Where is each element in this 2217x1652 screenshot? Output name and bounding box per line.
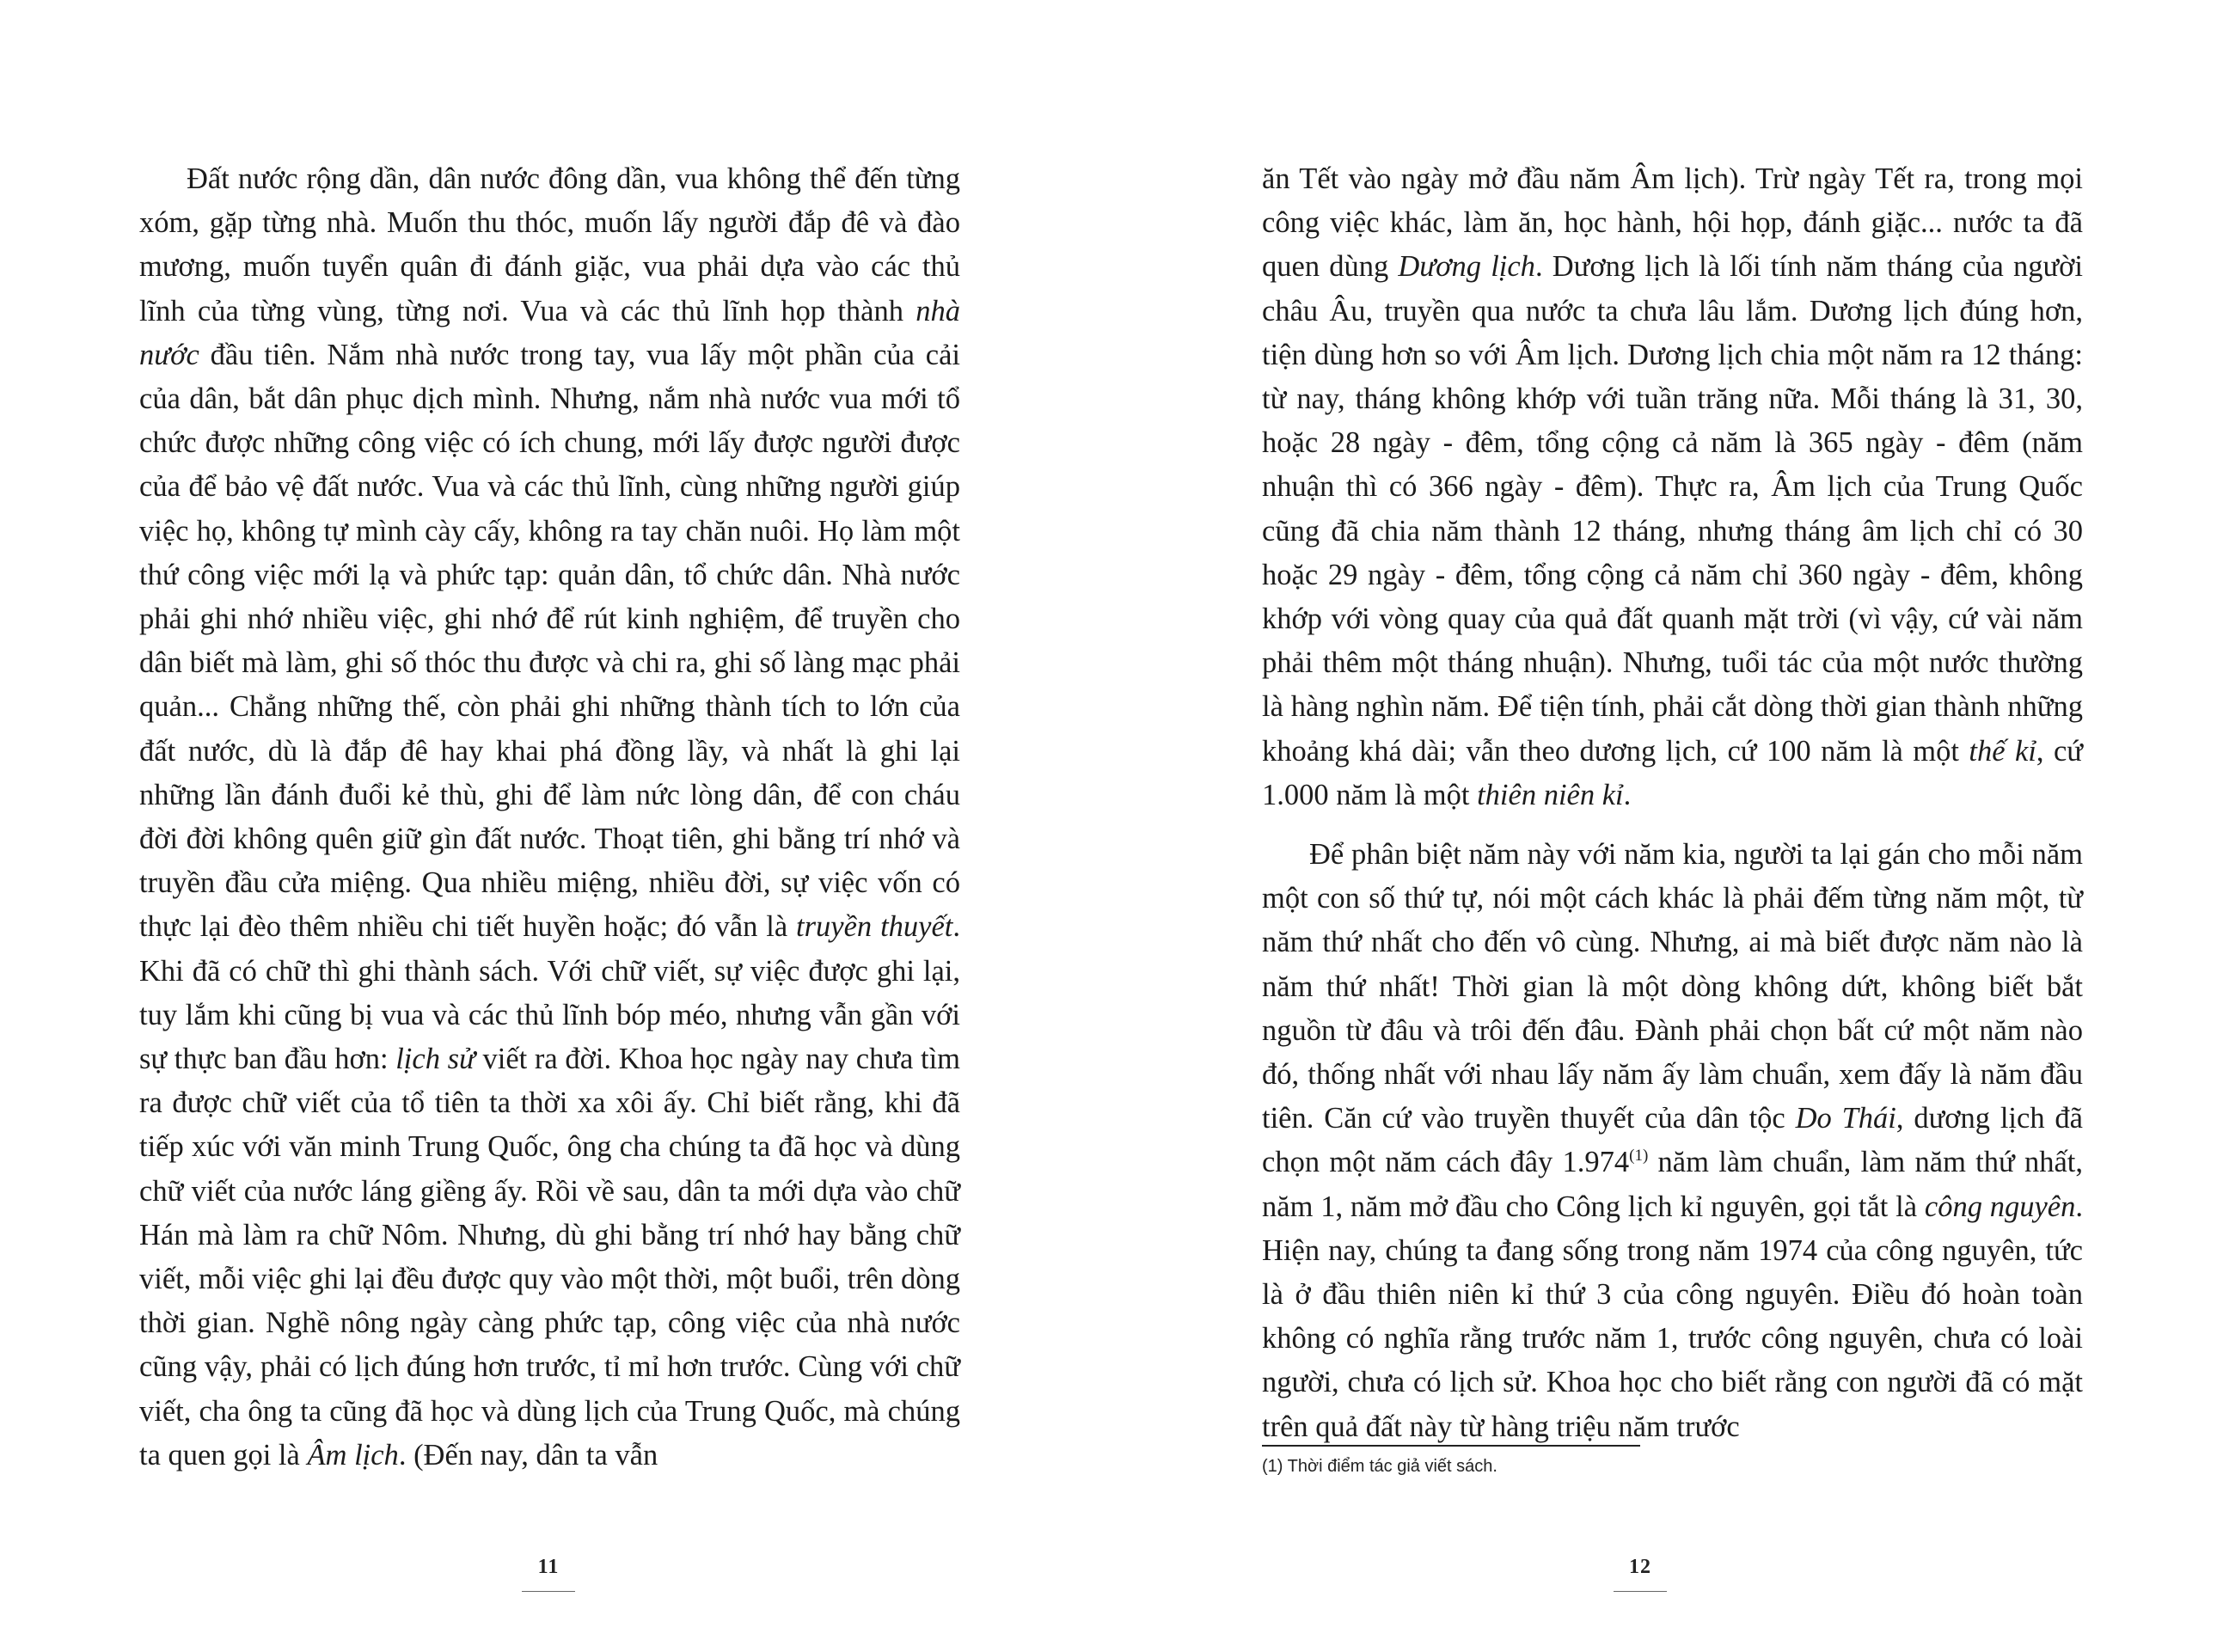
italic-term: nhà nước xyxy=(139,294,960,371)
page-number-rule xyxy=(1614,1591,1667,1592)
italic-term: truyền thuyết xyxy=(796,910,953,944)
right-page-body xyxy=(1262,157,2083,1449)
footnote-divider xyxy=(1262,1445,1640,1447)
paragraph-text: . (Đến nay, dân ta vẫn xyxy=(398,1438,658,1472)
footnote-reference[interactable]: (1) xyxy=(1629,1147,1649,1166)
italic-term: Dương lịch xyxy=(1398,250,1535,284)
paragraph-text: viết ra đời. Khoa học ngày nay chưa tìm ra được chữ viết của tổ tiên ta thời xa xôi ấy. Chỉ biết rằng, khi đã tiếp xúc với văn minh Trung Quốc, ông cha chúng ta đã học và dùng chữ viết của nước láng giềng ấy. Rồi về sau, dân ta mới dựa vào chữ Hán mà làm ra chữ Nôm. Nhưng, dù ghi bằng trí nhớ hay bằng chữ viết, mỗi việc ghi lại đều được quy vào một thời, một buổi, trên dòng thời gian. Nghề nông ngày càng phức tạp, công việc của nhà nước cũng vậy, phải có lịch đúng hơn trước, tỉ mỉ hơn trước. Cùng với chữ viết, cha ông ta cũng đã học và dùng lịch của Trung Quốc, mà chúng ta quen gọi là xyxy=(139,1043,960,1472)
italic-term: thế kỉ xyxy=(1969,734,2036,768)
body-paragraph xyxy=(1262,157,2083,817)
italic-term: lịch sử xyxy=(395,1043,475,1076)
paragraph-text: . Khi đã có chữ thì ghi thành sách. Với chữ viết, sự việc được ghi lại, tuy lắm khi cũng bị vua và các thủ lĩnh bóp méo, nhưng vẫn gần với sự thực ban đầu hơn: xyxy=(139,910,960,1076)
italic-term: Âm lịch xyxy=(307,1438,399,1472)
italic-term: Do Thái xyxy=(1795,1102,1896,1135)
italic-term: thiên niên kỉ xyxy=(1477,778,1624,811)
body-paragraph xyxy=(139,157,960,1478)
paragraph-text: . Dương lịch là lối tính năm tháng của người châu Âu, truyền qua nước ta chưa lâu lắm. Dương lịch đúng hơn, tiện dùng hơn so với Âm lịch. Dương lịch chia một năm ra 12 tháng: từ nay, tháng không khớp với tuần trăng nữa. Mỗi tháng là 31, 30, hoặc 28 ngày - đêm, tổng cộng cả năm là 365 ngày - đêm (năm nhuận thì có 366 ngày - đêm). Thực ra, Âm lịch của Trung Quốc cũng đã chia năm thành 12 tháng, nhưng tháng âm lịch chỉ có 30 hoặc 29 ngày - đêm, tổng cộng cả năm chỉ 360 ngày - đêm, không khớp với vòng quay của quả đất quanh mặt trời (vì vậy, cứ vài năm phải thêm một tháng nhuận). Nhưng, tuổi tác của một nước thường là hàng nghìn năm. Để tiện tính, phải cắt dòng thời gian thành những khoảng khá dài; vẫn theo dương lịch, cứ 100 năm là một xyxy=(1262,250,2083,768)
body-paragraph xyxy=(1262,833,2083,1449)
page-number-rule xyxy=(522,1591,575,1592)
right-page xyxy=(1109,0,2217,1652)
page-number: 11 xyxy=(537,1556,560,1578)
paragraph-text: ăn Tết vào ngày mở đầu năm Âm lịch). Trừ ngày Tết ra, trong mọi công việc khác, làm ăn, học hành, hội họp, đánh giặc... nước ta đã quen dùng xyxy=(1262,162,2083,284)
paragraph-text: , dương lịch đã chọn một năm cách đây 1.974 xyxy=(1262,1102,2083,1179)
paragraph-text: đầu tiên. Nắm nhà nước trong tay, vua lấy một phần của cải của dân, bắt dân phục dịch mình. Nhưng, nắm nhà nước vua mới tổ chức được những công việc có ích chung, mới lấy được người được của để bảo vệ đất nước. Vua và các thủ lĩnh, cùng những người giúp việc họ, không tự mình cày cấy, không ra tay chăn nuôi. Họ làm một thứ công việc mới lạ và phức tạp: quản dân, tổ chức dân. Nhà nước phải ghi nhớ nhiều việc, ghi nhớ để rút kinh nghiệm, để truyền cho dân biết mà làm, ghi số thóc thu được và chi ra, ghi số làng mạc phải quản... Chẳng những thế, còn phải ghi những thành tích to lớn của đất nước, dù là đắp đê hay khai phá đồng lầy, và nhất là ghi lại những lần đánh đuổi kẻ thù, ghi để làm nức lòng dân, để con cháu đời đời không quên giữ gìn đất nước. Thoạt tiên, ghi bằng trí nhớ và truyền đầu cửa miệng. Qua nhiều miệng, nhiều đời, sự việc vốn có thực lại đèo thêm nhiều chi tiết huyền hoặc; đó vẫn là xyxy=(139,338,960,944)
left-page-body xyxy=(139,157,960,1478)
page-number: 12 xyxy=(1629,1556,1651,1578)
paragraph-text: . xyxy=(1623,778,1632,811)
paragraph-text: . Hiện nay, chúng ta đang sống trong năm 1974 của công nguyên, tức là ở đầu thiên niên kỉ thứ 3 của công nguyên. Điều đó hoàn toàn không có nghĩa rằng trước năm 1, trước công nguyên, chưa có loài người, chưa có lịch sử. Khoa học cho biết rằng con người đã có mặt trên quả đất này từ hàng triệu năm trước xyxy=(1262,1190,2083,1443)
italic-term: công nguyên xyxy=(1924,1190,2076,1223)
paragraph-text: Đất nước rộng dần, dân nước đông dần, vua không thể đến từng xóm, gặp từng nhà. Muốn thu thóc, muốn lấy người đắp đê và đào mương, muốn tuyển quân đi đánh giặc, vua phải dựa vào các thủ lĩnh của từng vùng, từng nơi. Vua và các thủ lĩnh họp thành xyxy=(139,162,960,327)
paragraph-text: Để phân biệt năm này với năm kia, người ta lại gán cho mỗi năm một con số thứ tự, nói một cách khác là phải đếm từng năm một, từ năm thứ nhất cho đến vô cùng. Nhưng, ai mà biết được năm nào là năm thứ nhất! Thời gian là một dòng không dứt, không biết bắt nguồn từ đâu và trôi đến đâu. Đành phải chọn bất cứ một năm nào đó, thống nhất với nhau lấy năm ấy làm chuẩn, xem đấy là năm đầu tiên. Căn cứ vào truyền thuyết của dân tộc xyxy=(1262,838,2083,1135)
paragraph-text: , cứ 1.000 năm là một xyxy=(1262,734,2084,811)
footnote: (1) Thời điểm tác giả viết sách. xyxy=(1262,1457,1497,1476)
paragraph-text: năm làm chuẩn, làm năm thứ nhất, năm 1, năm mở đầu cho Công lịch kỉ nguyên, gọi tắt là xyxy=(1262,1146,2083,1223)
